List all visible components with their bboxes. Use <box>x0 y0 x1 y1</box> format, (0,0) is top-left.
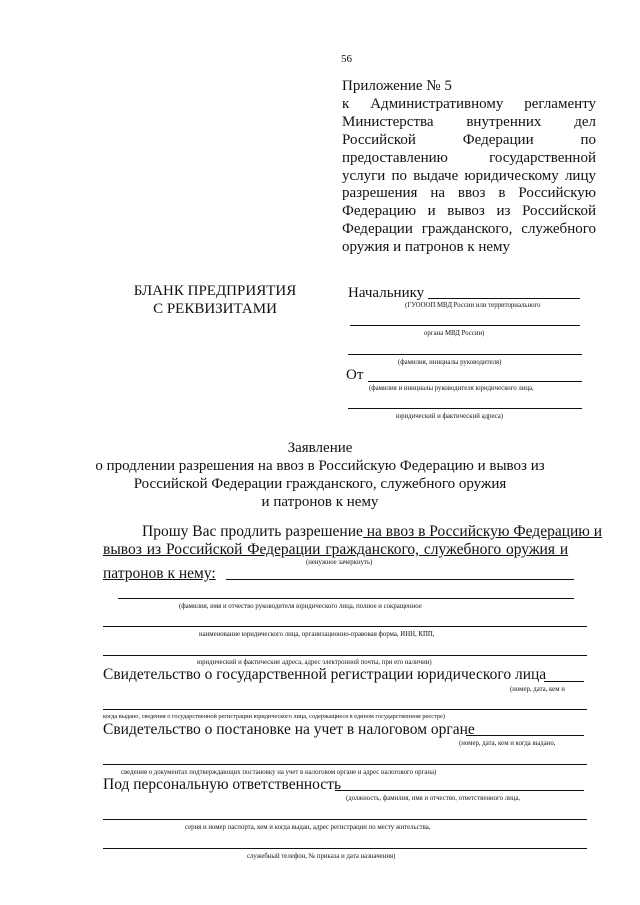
to-line[interactable] <box>428 298 580 299</box>
appendix-line: предоставлению государственной <box>342 149 596 166</box>
request-start: Прошу Вас продлить разрешение <box>142 523 363 540</box>
hint: наименование юридического лица, организационно-правовая форма, ИНН, КПП, <box>199 631 435 638</box>
appendix-line: Министерства внутренних дел <box>342 113 596 130</box>
hint: (номер, дата, кем и когда выдано, <box>459 740 556 747</box>
from-line-2[interactable] <box>348 408 582 409</box>
strike-hint: (ненужное зачеркнуть) <box>306 559 373 566</box>
request-text-2: вывоз из Российской Федерации гражданского, служебного оружия и <box>103 541 569 558</box>
letterhead <box>110 282 320 318</box>
registration-line-2[interactable] <box>103 709 587 710</box>
hint: юридический и фактические адреса, адрес электронной почты, при его наличии) <box>197 659 432 666</box>
tax-line-2[interactable] <box>103 764 587 765</box>
appendix-line: оружия и патронов к нему <box>342 239 511 256</box>
responsibility-label: Под персональную ответственность <box>103 776 342 793</box>
title-line: о продлении разрешения на ввоз в Российскую Федерацию и вывоз из <box>95 458 545 474</box>
hint: (фамилия, инициалы руководителя) <box>398 359 502 366</box>
appendix-block <box>342 78 596 257</box>
letterhead-line: БЛАНК ПРЕДПРИЯТИЯ <box>133 283 297 299</box>
hint: (ГУОООП МВД России или территориального <box>405 302 541 309</box>
applicant-name-line[interactable] <box>118 598 574 599</box>
title-word: Заявление <box>287 440 353 456</box>
responsibility-line[interactable] <box>335 790 584 791</box>
hint: органа МВД России) <box>424 330 485 337</box>
hint: юридический и фактический адреса) <box>396 413 504 420</box>
tax-line[interactable] <box>466 735 584 736</box>
hint: когда выдано, сведения о государственной регистрации юридического лица, содержащиеся в едином государственном реестре) <box>103 713 445 720</box>
appendix-heading: Приложение № 5 <box>342 78 452 94</box>
responsibility-line-2[interactable] <box>103 819 587 820</box>
applicant-line[interactable] <box>226 579 574 580</box>
appendix-line: услуги по выдаче юридическому лицу <box>342 167 596 184</box>
registration-label: Свидетельство о государственной регистрации юридического лица <box>103 666 547 683</box>
hint: (фамилия, имя и отчество руководителя юридического лица, полное и сокращенное <box>179 603 422 610</box>
hint: (фамилия и инициалы руководителя юридического лица, <box>369 385 534 392</box>
appendix-line: к Административному регламенту <box>342 95 596 112</box>
to-name-line[interactable] <box>348 354 582 355</box>
hint: сведения о документах подтверждающих постановку на учет в налоговом органе и адрес налогового органа) <box>121 769 437 776</box>
hint: (должность, фамилия, имя и отчество, ответственного лица, <box>346 795 521 802</box>
title-line: и патронов к нему <box>261 494 379 510</box>
appendix-line: Российской Федерации по <box>342 131 596 148</box>
document-title <box>0 439 640 511</box>
registration-line[interactable] <box>544 681 584 682</box>
tax-label: Свидетельство о постановке на учет в налоговом органе <box>103 721 475 738</box>
applicant-form-line[interactable] <box>103 626 587 627</box>
letterhead-line: С РЕКВИЗИТАМИ <box>153 301 277 317</box>
request-text <box>142 523 602 541</box>
appendix-line: Федерацию и вывоз из Российской <box>342 203 596 220</box>
appendix-line: Федерации гражданского, служебного <box>342 221 596 238</box>
hint: (номер, дата, кем и <box>510 686 565 693</box>
from-line[interactable] <box>368 381 582 382</box>
request-text-3: патронов к нему: <box>103 565 216 582</box>
request-underlined: на ввоз в Российскую Федерацию и <box>362 523 603 540</box>
hint: серия и номер паспорта, кем и когда выдан, адрес регистрации по месту жительства, <box>185 824 431 831</box>
to-line-2[interactable] <box>350 325 580 326</box>
responsibility-line-3[interactable] <box>103 848 587 849</box>
appendix-line: разрешения на ввоз в Российскую <box>342 185 596 202</box>
to-label: Начальнику <box>348 285 425 301</box>
page-number: 56 <box>341 53 352 65</box>
hint: служебный телефон, № приказа и дата назначения) <box>247 853 396 860</box>
title-line: Российской Федерации гражданского, служебного оружия <box>133 476 507 492</box>
applicant-address-line[interactable] <box>103 655 587 656</box>
from-label: От <box>346 367 364 383</box>
